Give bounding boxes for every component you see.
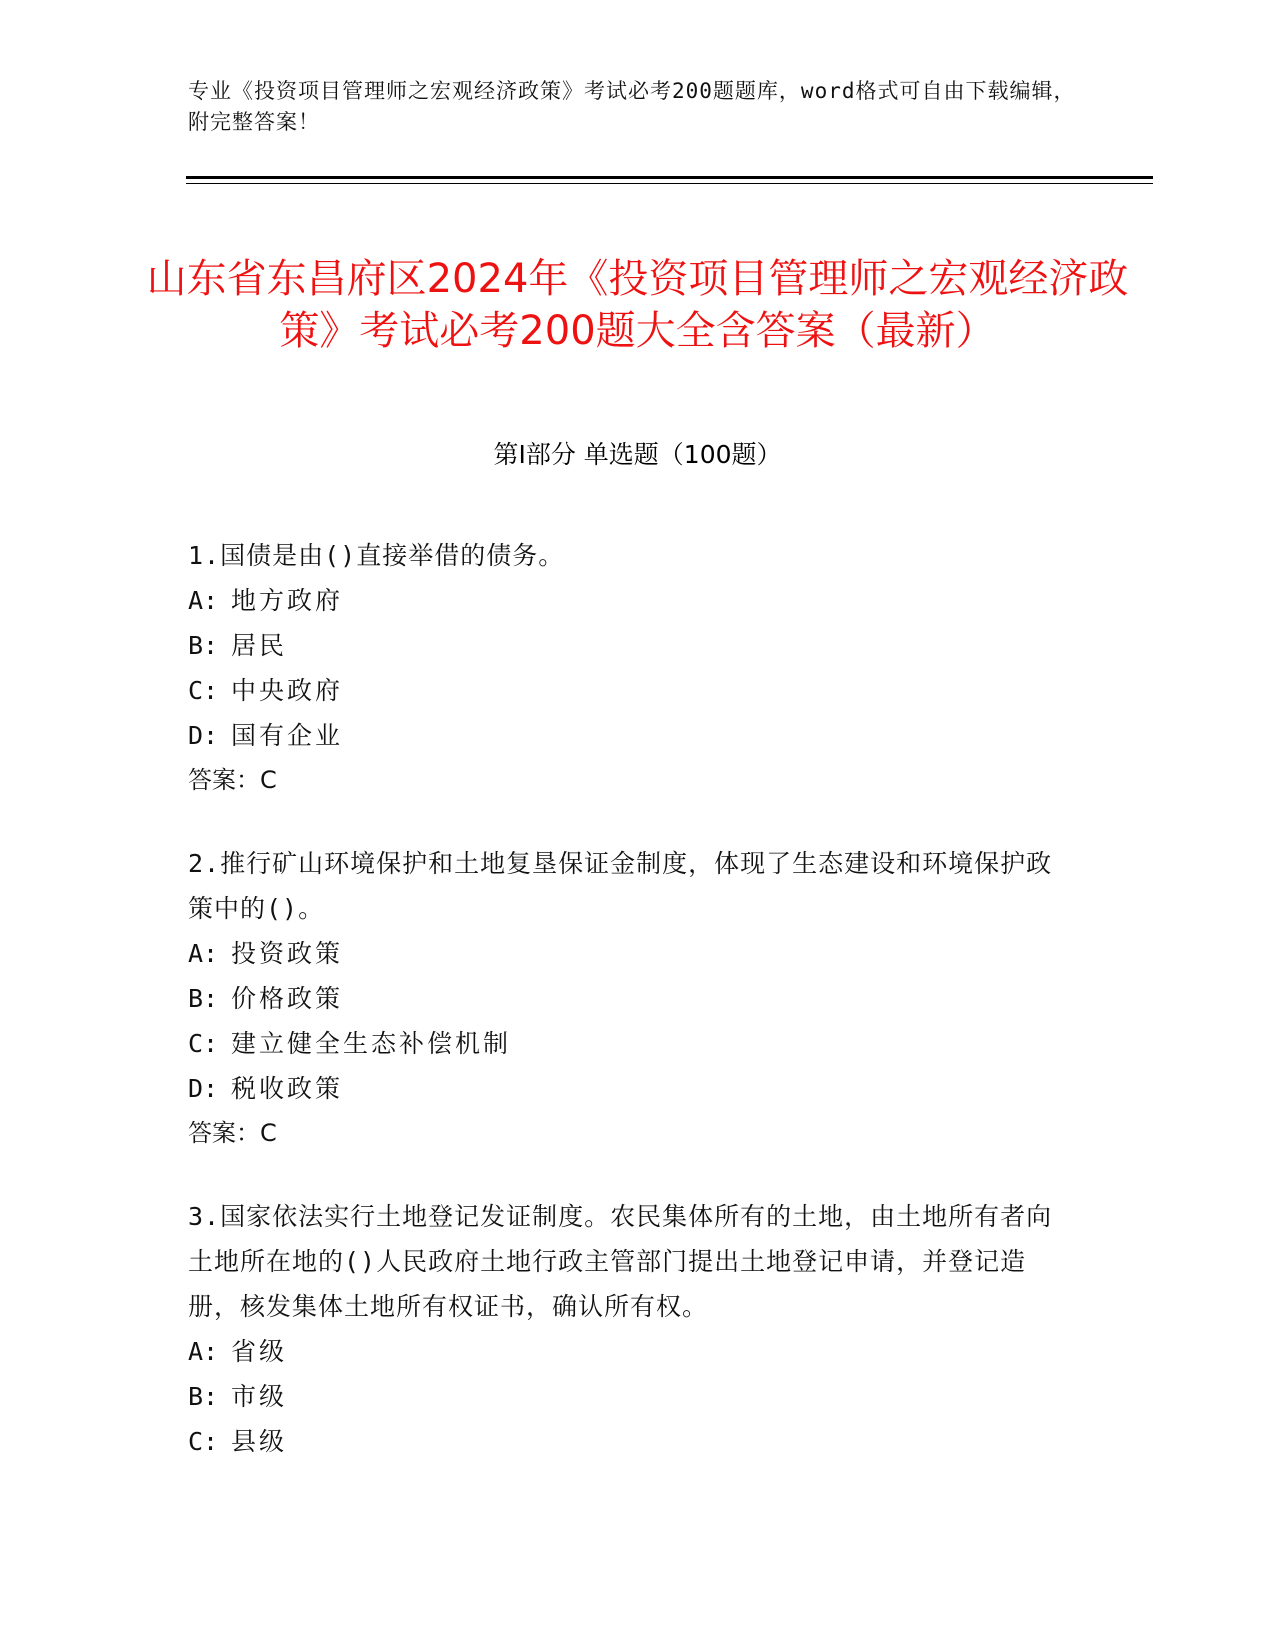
option-text: 县级: [231, 1427, 288, 1456]
option-text: 中央政府: [231, 676, 344, 705]
option-letter: A:: [188, 1337, 219, 1366]
option-a: [188, 578, 1058, 623]
header-note: 专业《投资项目管理师之宏观经济政策》考试必考200题题库，word格式可自由下载编辑，附完整答案！: [188, 79, 1076, 134]
option-d: [188, 1066, 1058, 1111]
option-letter: D:: [188, 1074, 219, 1103]
question-stem: 1.国债是由()直接举借的债务。: [188, 541, 565, 570]
option-text: 居民: [231, 631, 288, 660]
option-text: 地方政府: [231, 586, 344, 615]
option-letter: B:: [188, 631, 219, 660]
question-list: [188, 533, 1058, 1502]
option-text: 建立健全生态补偿机制: [231, 1029, 512, 1058]
option-a: [188, 1329, 1058, 1374]
option-text: 价格政策: [231, 984, 344, 1013]
option-c: [188, 1021, 1058, 1066]
option-letter: C:: [188, 676, 219, 705]
option-c: [188, 1419, 1058, 1464]
option-text: 市级: [231, 1382, 288, 1411]
option-text: 省级: [231, 1337, 288, 1366]
option-text: 税收政策: [231, 1074, 344, 1103]
option-letter: B:: [188, 1382, 219, 1411]
header-rule-thick: [186, 176, 1153, 179]
question-1: [188, 533, 1058, 803]
question-stem: 2.推行矿山环境保护和土地复垦保证金制度，体现了生态建设和环境保护政策中的()。: [188, 849, 1053, 923]
option-letter: A:: [188, 939, 219, 968]
option-a: [188, 931, 1058, 976]
option-letter: B:: [188, 984, 219, 1013]
question-stem: 3.国家依法实行土地登记发证制度。农民集体所有的土地，由土地所有者向土地所在地的()人民政府土地行政主管部门提出土地登记申请，并登记造册，核发集体土地所有权证书，确认所有权。: [188, 1202, 1053, 1321]
option-b: [188, 1374, 1058, 1419]
option-letter: C:: [188, 1427, 219, 1456]
option-letter: A:: [188, 586, 219, 615]
option-b: [188, 623, 1058, 668]
option-b: [188, 976, 1058, 1021]
option-text: 投资政策: [231, 939, 344, 968]
option-text: 国有企业: [231, 721, 344, 750]
option-d: [188, 713, 1058, 758]
option-letter: D:: [188, 721, 219, 750]
header-rule-thin: [186, 183, 1153, 184]
document-title: 山东省东昌府区2024年《投资项目管理师之宏观经济政策》考试必考200题大全含答案（最新）: [146, 255, 1129, 354]
option-letter: C:: [188, 1029, 219, 1058]
answer-line: 答案：C: [188, 766, 277, 794]
question-2: [188, 841, 1058, 1156]
option-c: [188, 668, 1058, 713]
answer-line: 答案：C: [188, 1119, 277, 1147]
section-heading: 第Ⅰ部分 单选题（100题）: [493, 440, 782, 469]
question-3: [188, 1194, 1058, 1464]
